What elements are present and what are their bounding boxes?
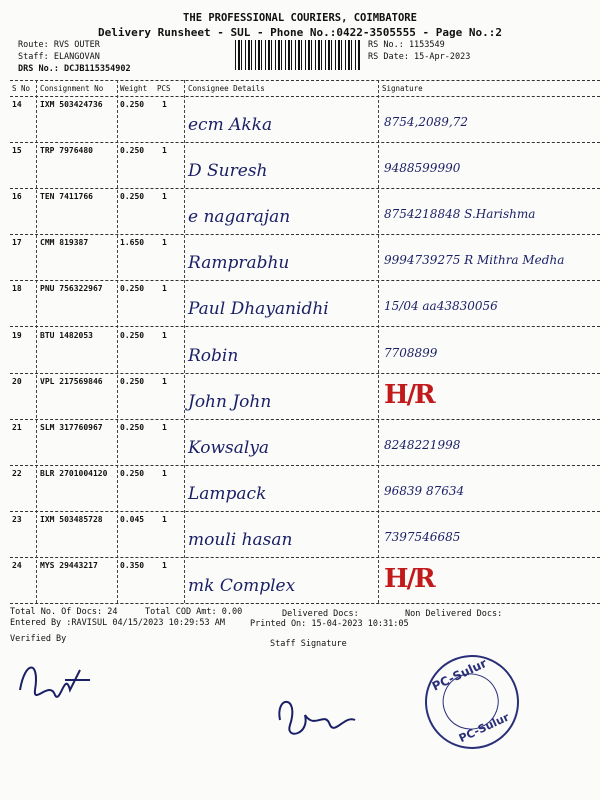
table-row — [0, 558, 600, 604]
row-signature — [384, 518, 594, 548]
row-signature-text: 8754218848 S.Harishma — [384, 207, 536, 222]
row-signature-text: 9994739275 R Mithra Medha — [384, 253, 565, 268]
row-signature-text: 7708899 — [384, 345, 438, 360]
table-row — [0, 97, 600, 143]
row-consignment-no: IXM 503485728 — [40, 514, 103, 524]
table-top-rule — [10, 80, 600, 81]
row-pcs: 1 — [162, 192, 167, 202]
row-weight: 1.650 — [120, 238, 145, 248]
row-pcs: 1 — [162, 100, 167, 109]
table-bottom-rule — [10, 603, 600, 604]
row-weight: 0.250 — [120, 146, 145, 156]
table-row — [0, 512, 600, 558]
row-sno: 20 — [12, 376, 22, 386]
row-signature-text: 15/04 aa43830056 — [384, 299, 498, 314]
row-weight: 0.250 — [120, 100, 145, 109]
row-consignment-no: TRP 7976480 — [40, 146, 93, 156]
row-pcs: 1 — [162, 284, 167, 294]
col-header-pcs: PCS — [157, 84, 171, 93]
row-consignee: Paul Dhayanidhi — [188, 299, 329, 320]
table-row — [0, 235, 600, 281]
row-consignment-no: CMM 819387 — [40, 238, 89, 248]
total-docs: Total No. Of Docs: 24 — [10, 607, 118, 617]
row-sno: 19 — [12, 330, 22, 340]
row-pcs: 1 — [162, 238, 167, 248]
row-signature — [384, 426, 594, 456]
row-weight: 0.250 — [120, 422, 145, 432]
table-row — [0, 281, 600, 327]
row-signature — [384, 564, 594, 594]
table-row — [0, 466, 600, 512]
col-header-consignee: Consignee Details — [188, 84, 265, 93]
row-signature — [384, 149, 594, 179]
row-sno: 21 — [12, 422, 22, 432]
table-row — [0, 420, 600, 466]
drs-number: DRS No.: DCJB115354902 — [18, 64, 131, 74]
row-sno: 24 — [12, 561, 22, 570]
row-signature-hr: H/R — [384, 379, 434, 410]
row-consignee: John John — [188, 391, 272, 412]
row-signature — [384, 103, 594, 133]
row-consignee: Kowsalya — [188, 437, 270, 458]
route-label: Route: RVS OUTER — [18, 40, 100, 50]
office-stamp — [410, 640, 535, 765]
row-pcs: 1 — [162, 561, 167, 570]
row-signature-text: 9488599990 — [384, 161, 461, 176]
row-sno: 14 — [12, 100, 22, 109]
row-signature-text: 8754,2089,72 — [384, 115, 468, 129]
row-pcs: 1 — [162, 146, 167, 156]
row-signature-text: 96839 87634 — [384, 483, 465, 498]
col-header-sno: S No — [12, 84, 31, 93]
row-consignee: e nagarajan — [188, 207, 291, 228]
non-delivered-docs: Non Delivered Docs: — [405, 609, 503, 619]
row-consignment-no: PNU 756322967 — [40, 284, 103, 294]
row-weight: 0.350 — [120, 561, 145, 570]
row-consignee: Robin — [188, 345, 239, 366]
company-title: THE PROFESSIONAL COURIERS, COIMBATORE — [183, 12, 417, 24]
delivered-docs: Delivered Docs: — [282, 609, 359, 619]
row-pcs: 1 — [162, 330, 167, 340]
row-signature — [384, 241, 594, 271]
row-pcs: 1 — [162, 468, 167, 478]
row-signature — [384, 380, 594, 410]
row-sno: 17 — [12, 238, 22, 248]
row-signature-hr: H/R — [384, 564, 434, 594]
stamp-top-text: PC-Sulur — [429, 656, 489, 694]
row-consignment-no: IXM 503424736 — [40, 100, 103, 109]
row-consignee: mouli hasan — [188, 529, 293, 550]
row-signature-text: 7397546685 — [384, 529, 461, 544]
rs-number: RS No.: 1153549 — [368, 40, 445, 50]
row-weight: 0.250 — [120, 376, 145, 386]
row-weight: 0.250 — [120, 284, 145, 294]
row-weight: 0.250 — [120, 192, 145, 202]
total-cod: Total COD Amt: 0.00 — [145, 607, 243, 617]
row-signature — [384, 472, 594, 502]
row-consignee: ecm Akka — [188, 115, 273, 135]
row-weight: 0.045 — [120, 514, 145, 524]
staff-signature — [270, 690, 360, 750]
row-pcs: 1 — [162, 376, 167, 386]
row-consignment-no: BTU 1482053 — [40, 330, 93, 340]
rs-date: RS Date: 15-Apr-2023 — [368, 52, 471, 62]
barcode — [235, 40, 360, 70]
verifier-signature — [15, 650, 95, 710]
row-weight: 0.250 — [120, 468, 145, 478]
col-header-consignment: Consignment No — [40, 84, 104, 93]
row-sno: 22 — [12, 468, 22, 478]
printed-on: Printed On: 15-04-2023 10:31:05 — [250, 619, 409, 629]
row-sno: 23 — [12, 514, 22, 524]
table-row — [0, 374, 600, 420]
row-consignment-no: SLM 317760967 — [40, 422, 103, 432]
col-header-weight: Weight — [120, 84, 148, 93]
row-pcs: 1 — [162, 514, 167, 524]
stamp-bottom-text: PC-Sulur — [456, 710, 512, 746]
table-row — [0, 328, 600, 374]
entered-by: Entered By :RAVISUL 04/15/2023 10:29:53 AM — [10, 618, 225, 628]
row-consignment-no: BLR 2701004120 — [40, 468, 108, 478]
row-sno: 15 — [12, 146, 22, 156]
staff-signature-label: Staff Signature — [270, 639, 347, 649]
row-consignee: D Suresh — [188, 161, 268, 182]
row-consignee: Ramprabhu — [188, 253, 290, 274]
verified-by-label: Verified By — [10, 634, 67, 644]
table-row — [0, 143, 600, 189]
row-pcs: 1 — [162, 422, 167, 432]
row-weight: 0.250 — [120, 330, 145, 340]
row-consignee: mk Complex — [188, 576, 296, 596]
row-signature — [384, 195, 594, 225]
row-sno: 16 — [12, 192, 22, 202]
row-consignment-no: MYS 29443217 — [40, 561, 98, 570]
row-consignment-no: TEN 7411766 — [40, 192, 93, 202]
row-sno: 18 — [12, 284, 22, 294]
col-header-signature: Signature — [382, 84, 423, 93]
runsheet-subtitle: Delivery Runsheet - SUL - Phone No.:0422-3505555 - Page No.:2 — [98, 26, 502, 39]
row-consignment-no: VPL 217569846 — [40, 376, 103, 386]
staff-label: Staff: ELANGOVAN — [18, 52, 100, 62]
row-signature — [384, 287, 594, 317]
table-row — [0, 189, 600, 235]
row-signature — [384, 334, 594, 364]
row-consignee: Lampack — [188, 483, 267, 504]
row-signature-text: 8248221998 — [384, 437, 461, 452]
